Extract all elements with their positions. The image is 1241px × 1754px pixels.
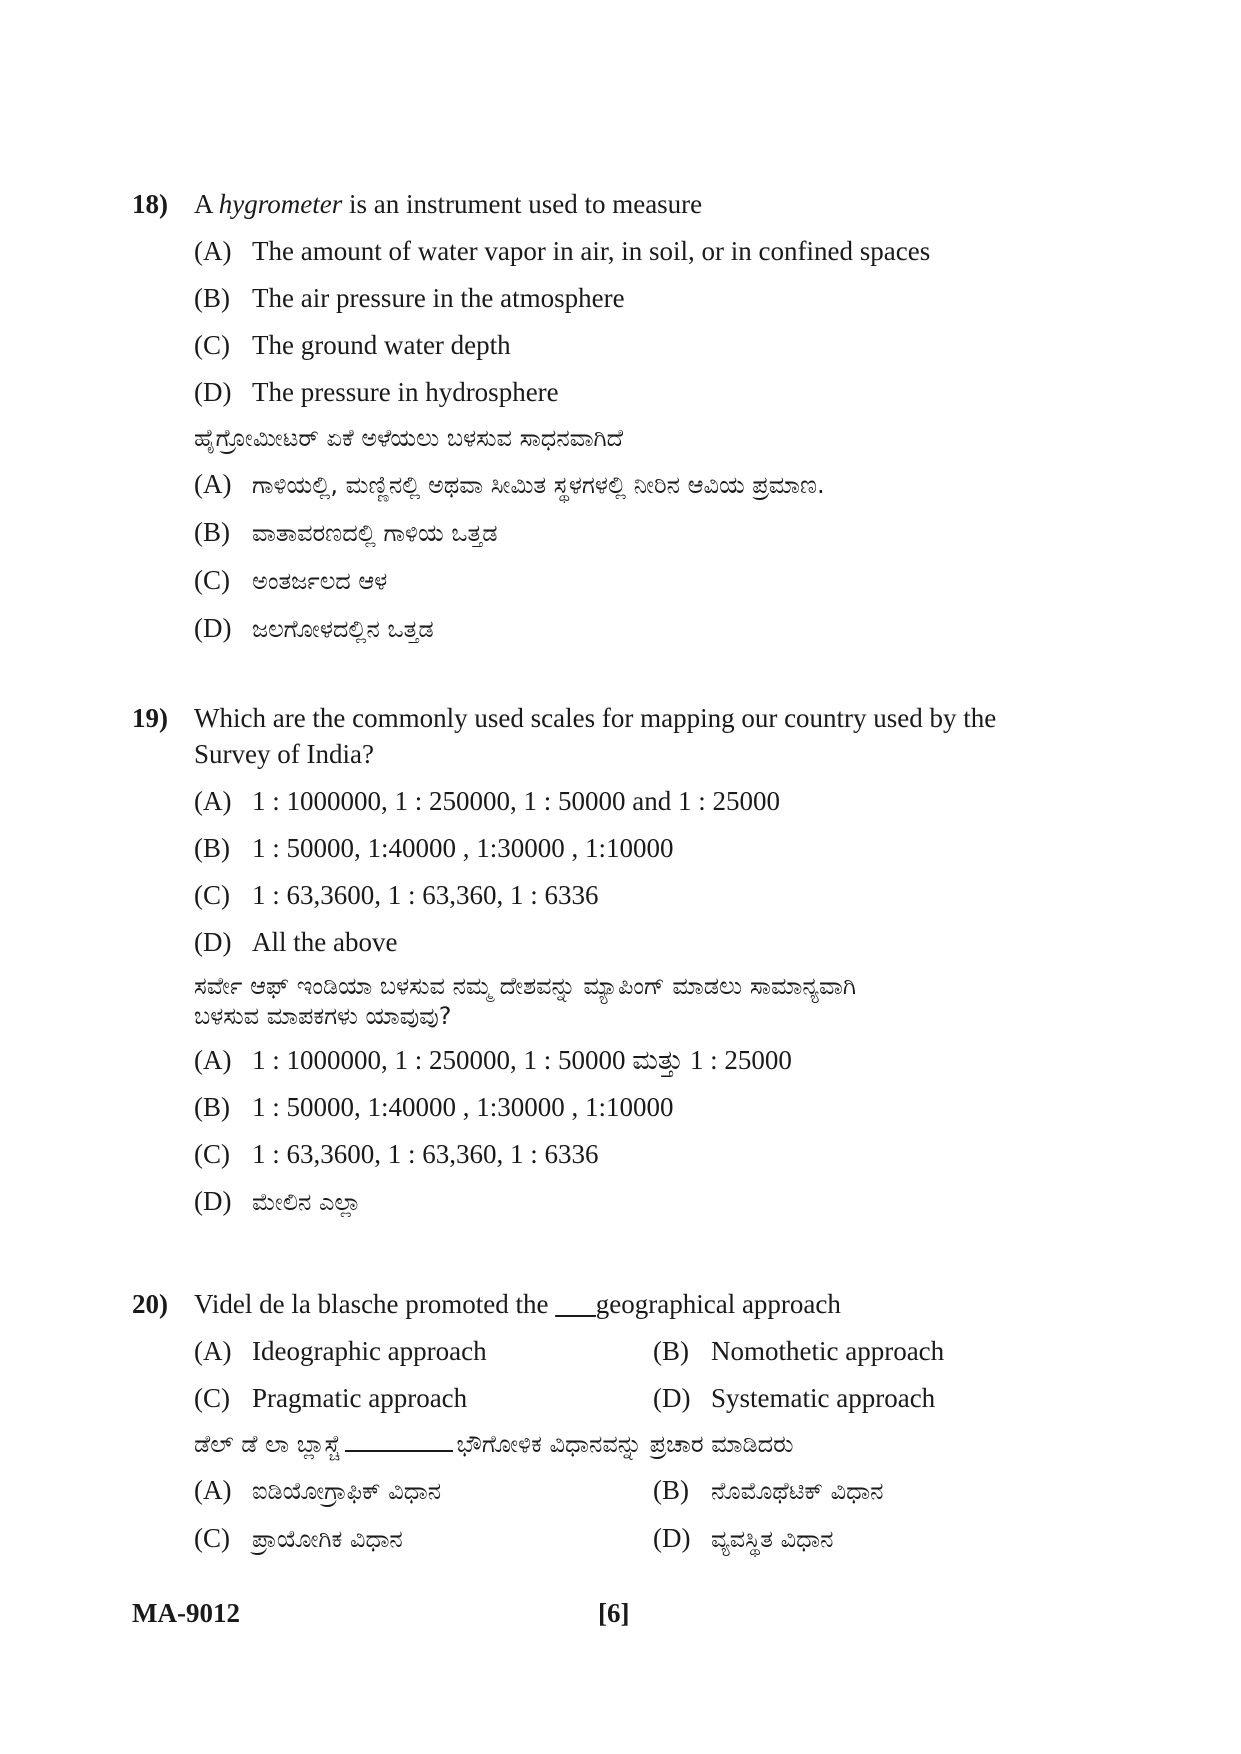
option-c	[194, 877, 1112, 913]
options-row-2	[194, 1380, 1112, 1416]
question-number: 20)	[132, 1289, 168, 1319]
option-text: The pressure in hydrosphere	[252, 377, 559, 407]
option-text: Nomothetic approach	[711, 1336, 945, 1366]
option-b-kannada	[653, 1472, 1112, 1509]
option-text: ಗಾಳಿಯಲ್ಲಿ, ಮಣ್ಣಿನಲ್ಲಿ ಅಥವಾ ಸೀಮಿತ ಸ್ಥಳಗಳಲ್ಲಿ ನೀರಿನ ಆವಿಯ ಪ್ರಮಾಣ.	[252, 471, 825, 499]
option-d-kannada	[653, 1520, 1112, 1557]
option-label: (C)	[194, 1139, 230, 1169]
option-text: 1 : 50000, 1:40000 , 1:30000 , 1:10000	[252, 833, 674, 863]
option-text: 1 : 1000000, 1 : 250000, 1 : 50000 ಮತ್ತು 1 : 25000	[252, 1045, 792, 1075]
option-label: (B)	[194, 283, 230, 313]
option-d-kannada	[194, 1183, 1112, 1220]
option-text: 1 : 50000, 1:40000 , 1:30000 , 1:10000	[252, 1092, 674, 1122]
option-label: (A)	[194, 469, 232, 499]
paper-code: MA-9012	[132, 1598, 240, 1628]
option-label: (D)	[653, 1523, 691, 1553]
option-c-kannada	[194, 1136, 1112, 1172]
option-label: (D)	[653, 1383, 691, 1413]
option-label: (B)	[194, 517, 230, 547]
answer-blank-line	[345, 1450, 453, 1452]
option-label: (C)	[194, 880, 230, 910]
option-label: (D)	[194, 927, 232, 957]
question-text-kannada: ಸರ್ವೇ ಆಫ್ ಇಂಡಿಯಾ ಬಳಸುವ ನಮ್ಮ ದೇಶವನ್ನು ಮ್ಯಾಪಿಂಗ್ ಮಾಡಲು ಸಾಮಾನ್ಯವಾಗಿ	[194, 972, 856, 1000]
option-a	[194, 1333, 653, 1369]
option-c	[194, 327, 1112, 363]
option-label: (A)	[194, 1336, 232, 1366]
question-text-emphasis: hygrometer	[218, 189, 343, 219]
option-label: (C)	[194, 1383, 230, 1413]
option-text: The air pressure in the atmosphere	[252, 283, 625, 313]
option-a-kannada	[194, 466, 1112, 503]
options-row-1-kannada	[194, 1472, 1112, 1509]
question-20-stem	[132, 1286, 1112, 1322]
question-19-kannada	[194, 971, 1112, 1031]
option-b	[194, 280, 1112, 316]
option-d	[194, 924, 1112, 960]
question-text-kannada: ಭೌಗೋಳಿಕ ವಿಧಾನವನ್ನು ಪ್ರಚಾರ ಮಾಡಿದರು	[456, 1430, 794, 1458]
question-text: A	[194, 189, 219, 219]
option-b-kannada	[194, 514, 1112, 551]
question-text: is an instrument used to measure	[342, 189, 703, 219]
options-row-1	[194, 1333, 1112, 1369]
option-text: ನೊಮೊಥೆಟಿಕ್ ವಿಧಾನ	[711, 1477, 884, 1505]
option-label: (C)	[194, 565, 230, 595]
option-c-kannada	[194, 562, 1112, 599]
question-19	[132, 700, 1112, 1220]
question-18	[132, 186, 1112, 647]
question-19-stem	[132, 700, 1112, 772]
question-text: Survey of India?	[194, 739, 374, 769]
option-b-kannada	[194, 1089, 1112, 1125]
question-text-kannada: ಬಳಸುವ ಮಾಪಕಗಳು ಯಾವುವು?	[194, 1002, 452, 1030]
option-label: (C)	[194, 330, 230, 360]
question-20	[132, 1286, 1112, 1557]
option-label: (A)	[194, 786, 232, 816]
option-b	[194, 830, 1112, 866]
option-c-kannada	[194, 1520, 653, 1557]
option-label: (B)	[194, 1092, 230, 1122]
option-label: (D)	[194, 613, 232, 643]
option-label: (D)	[194, 1186, 232, 1216]
option-label: (B)	[653, 1336, 689, 1366]
question-blank: ___	[555, 1289, 596, 1319]
option-label: (A)	[194, 1475, 232, 1505]
option-label: (B)	[653, 1475, 689, 1505]
option-text: 1 : 63,3600, 1 : 63,360, 1 : 6336	[252, 880, 599, 910]
page-number: [6]	[598, 1598, 630, 1628]
option-text: 1 : 63,3600, 1 : 63,360, 1 : 6336	[252, 1139, 599, 1169]
option-d-kannada	[194, 610, 1112, 647]
question-text: Videl de la blasche promoted the	[194, 1289, 556, 1319]
question-20-kannada	[194, 1427, 1112, 1461]
option-c	[194, 1380, 653, 1416]
option-text: ಪ್ರಾಯೋಗಿಕ ವಿಧಾನ	[252, 1525, 403, 1553]
option-text: ಅಂತರ್ಜಲದ ಆಳ	[252, 567, 388, 595]
option-a	[194, 783, 1112, 819]
option-b	[653, 1333, 1112, 1369]
option-text: The ground water depth	[252, 330, 511, 360]
option-text: ಜಲಗೋಳದಲ್ಲಿನ ಒತ್ತಡ	[252, 615, 434, 643]
option-label: (A)	[194, 1045, 232, 1075]
option-text: Pragmatic approach	[252, 1383, 468, 1413]
option-label: (D)	[194, 377, 232, 407]
question-text-kannada: ಡೆಲ್ ಡೆ ಲಾ ಬ್ಲಾಸ್ಚೆ	[194, 1430, 341, 1458]
question-18-stem	[132, 186, 1112, 222]
option-text: ಮೇಲಿನ ಎಲ್ಲಾ	[252, 1188, 362, 1216]
option-text: ಐಡಿಯೋಗ್ರಾಫಿಕ್ ವಿಧಾನ	[252, 1477, 442, 1505]
option-text: 1 : 1000000, 1 : 250000, 1 : 50000 and 1 : 25000	[252, 786, 780, 816]
option-label: (B)	[194, 833, 230, 863]
question-number: 18)	[132, 189, 168, 219]
option-text: Ideographic approach	[252, 1336, 487, 1366]
question-number: 19)	[132, 703, 168, 733]
question-18-kannada: ಹೈಗ್ರೋಮೀಟರ್ ಏಕೆ ಅಳೆಯಲು ಬಳಸುವ ಸಾಧನವಾಗಿದೆ	[194, 424, 624, 452]
option-a-kannada	[194, 1472, 653, 1509]
option-text: Systematic approach	[711, 1383, 936, 1413]
option-text: ವ್ಯವಸ್ಥಿತ ವಿಧಾನ	[711, 1525, 834, 1553]
options-row-2-kannada	[194, 1520, 1112, 1557]
question-text: Which are the commonly used scales for mapping our country used by the	[194, 703, 997, 733]
option-d	[194, 374, 1112, 410]
question-text: geographical approach	[595, 1289, 841, 1319]
option-a	[194, 233, 1112, 269]
option-text: All the above	[252, 927, 398, 957]
option-label: (C)	[194, 1523, 230, 1553]
option-a-kannada	[194, 1042, 1112, 1078]
option-label: (A)	[194, 236, 232, 266]
option-text: The amount of water vapor in air, in soil, or in confined spaces	[252, 236, 931, 266]
option-text: ವಾತಾವರಣದಲ್ಲಿ ಗಾಳಿಯ ಒತ್ತಡ	[252, 519, 498, 547]
option-d	[653, 1380, 1112, 1416]
